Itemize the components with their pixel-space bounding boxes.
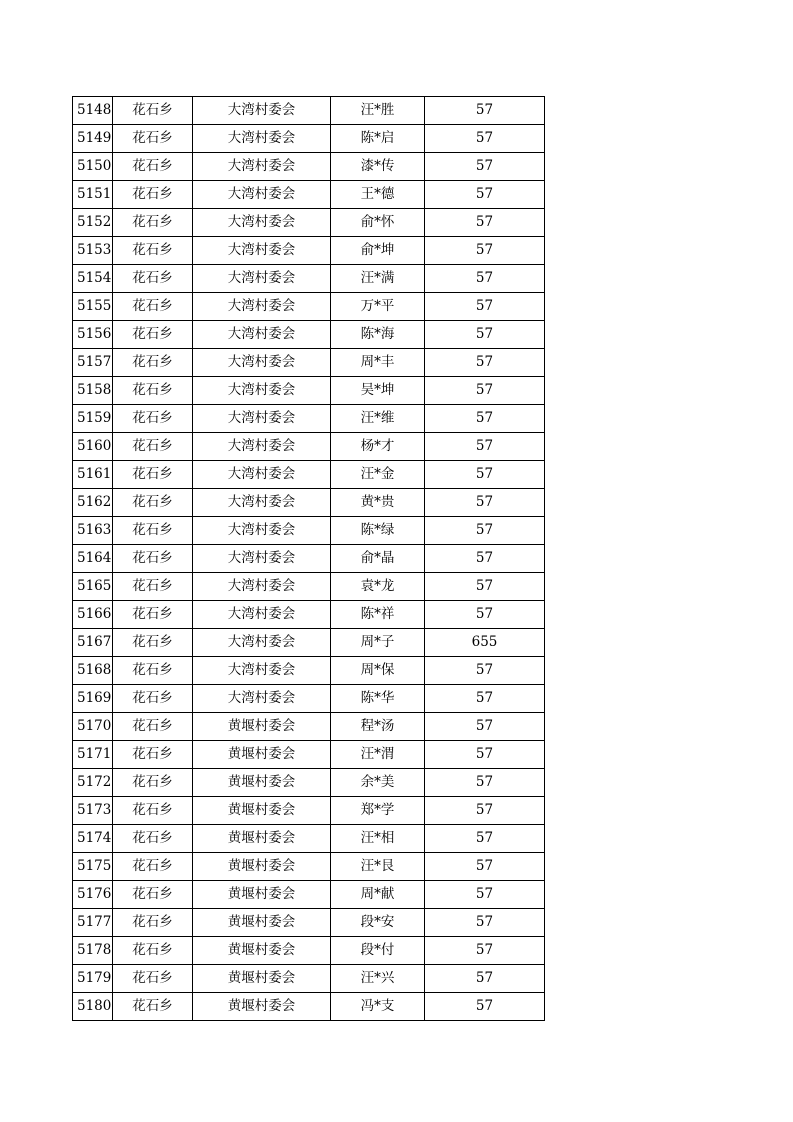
row-number: 5171	[73, 741, 113, 769]
row-number: 5160	[73, 433, 113, 461]
table-row	[73, 629, 545, 657]
person-name-cell: 吴*坤	[331, 377, 425, 405]
table-row	[73, 405, 545, 433]
amount-cell: 57	[425, 713, 545, 741]
table-row	[73, 545, 545, 573]
row-number: 5175	[73, 853, 113, 881]
village-committee-cell: 大湾村委会	[193, 601, 331, 629]
person-name-cell: 郑*学	[331, 797, 425, 825]
village-committee-cell: 大湾村委会	[193, 209, 331, 237]
village-committee-cell: 黄堰村委会	[193, 769, 331, 797]
township-cell: 花石乡	[113, 209, 193, 237]
township-cell: 花石乡	[113, 293, 193, 321]
amount-cell: 57	[425, 489, 545, 517]
person-name-cell: 陈*绿	[331, 517, 425, 545]
amount-cell: 57	[425, 125, 545, 153]
row-number: 5162	[73, 489, 113, 517]
person-name-cell: 王*德	[331, 181, 425, 209]
row-number: 5173	[73, 797, 113, 825]
township-cell: 花石乡	[113, 713, 193, 741]
person-name-cell: 俞*晶	[331, 545, 425, 573]
row-number: 5149	[73, 125, 113, 153]
village-committee-cell: 大湾村委会	[193, 293, 331, 321]
row-number: 5168	[73, 657, 113, 685]
person-name-cell: 周*保	[331, 657, 425, 685]
amount-cell: 57	[425, 321, 545, 349]
table-row	[73, 797, 545, 825]
amount-cell: 57	[425, 937, 545, 965]
amount-cell: 57	[425, 657, 545, 685]
village-committee-cell: 大湾村委会	[193, 125, 331, 153]
table-row	[73, 153, 545, 181]
person-name-cell: 陈*祥	[331, 601, 425, 629]
table-row	[73, 965, 545, 993]
person-name-cell: 黄*贵	[331, 489, 425, 517]
person-name-cell: 陈*华	[331, 685, 425, 713]
person-name-cell: 汪*胜	[331, 97, 425, 125]
village-committee-cell: 大湾村委会	[193, 349, 331, 377]
table-row	[73, 377, 545, 405]
person-name-cell: 万*平	[331, 293, 425, 321]
village-committee-cell: 大湾村委会	[193, 237, 331, 265]
village-committee-cell: 大湾村委会	[193, 405, 331, 433]
row-number: 5154	[73, 265, 113, 293]
row-number: 5178	[73, 937, 113, 965]
person-name-cell: 余*美	[331, 769, 425, 797]
township-cell: 花石乡	[113, 657, 193, 685]
amount-cell: 57	[425, 797, 545, 825]
person-name-cell: 段*付	[331, 937, 425, 965]
person-name-cell: 冯*支	[331, 993, 425, 1021]
village-committee-cell: 大湾村委会	[193, 629, 331, 657]
table-row	[73, 349, 545, 377]
village-committee-cell: 大湾村委会	[193, 97, 331, 125]
township-cell: 花石乡	[113, 265, 193, 293]
table-row	[73, 573, 545, 601]
township-cell: 花石乡	[113, 601, 193, 629]
amount-cell: 57	[425, 993, 545, 1021]
village-committee-cell: 大湾村委会	[193, 181, 331, 209]
village-committee-cell: 大湾村委会	[193, 321, 331, 349]
township-cell: 花石乡	[113, 629, 193, 657]
amount-cell: 57	[425, 601, 545, 629]
row-number: 5172	[73, 769, 113, 797]
table-row	[73, 321, 545, 349]
village-committee-cell: 黄堰村委会	[193, 741, 331, 769]
data-table	[72, 96, 545, 1021]
village-committee-cell: 黄堰村委会	[193, 993, 331, 1021]
amount-cell: 57	[425, 181, 545, 209]
township-cell: 花石乡	[113, 965, 193, 993]
township-cell: 花石乡	[113, 405, 193, 433]
township-cell: 花石乡	[113, 349, 193, 377]
village-committee-cell: 黄堰村委会	[193, 825, 331, 853]
row-number: 5164	[73, 545, 113, 573]
person-name-cell: 汪*金	[331, 461, 425, 489]
table-row	[73, 265, 545, 293]
amount-cell: 57	[425, 741, 545, 769]
amount-cell: 57	[425, 573, 545, 601]
village-committee-cell: 大湾村委会	[193, 573, 331, 601]
row-number: 5152	[73, 209, 113, 237]
person-name-cell: 陈*海	[331, 321, 425, 349]
amount-cell: 57	[425, 853, 545, 881]
row-number: 5163	[73, 517, 113, 545]
table-row	[73, 909, 545, 937]
person-name-cell: 汪*相	[331, 825, 425, 853]
village-committee-cell: 黄堰村委会	[193, 937, 331, 965]
row-number: 5153	[73, 237, 113, 265]
person-name-cell: 俞*怀	[331, 209, 425, 237]
village-committee-cell: 大湾村委会	[193, 545, 331, 573]
row-number: 5169	[73, 685, 113, 713]
row-number: 5166	[73, 601, 113, 629]
township-cell: 花石乡	[113, 825, 193, 853]
person-name-cell: 汪*满	[331, 265, 425, 293]
township-cell: 花石乡	[113, 237, 193, 265]
table-row	[73, 97, 545, 125]
row-number: 5150	[73, 153, 113, 181]
amount-cell: 57	[425, 377, 545, 405]
village-committee-cell: 黄堰村委会	[193, 909, 331, 937]
row-number: 5157	[73, 349, 113, 377]
person-name-cell: 汪*兴	[331, 965, 425, 993]
township-cell: 花石乡	[113, 853, 193, 881]
row-number: 5158	[73, 377, 113, 405]
amount-cell: 57	[425, 153, 545, 181]
table-body	[73, 97, 545, 1021]
township-cell: 花石乡	[113, 489, 193, 517]
township-cell: 花石乡	[113, 573, 193, 601]
row-number: 5176	[73, 881, 113, 909]
table-row	[73, 125, 545, 153]
township-cell: 花石乡	[113, 321, 193, 349]
amount-cell: 57	[425, 881, 545, 909]
table-row	[73, 293, 545, 321]
amount-cell: 57	[425, 433, 545, 461]
township-cell: 花石乡	[113, 769, 193, 797]
village-committee-cell: 大湾村委会	[193, 489, 331, 517]
township-cell: 花石乡	[113, 377, 193, 405]
amount-cell: 57	[425, 97, 545, 125]
township-cell: 花石乡	[113, 741, 193, 769]
township-cell: 花石乡	[113, 993, 193, 1021]
township-cell: 花石乡	[113, 433, 193, 461]
row-number: 5177	[73, 909, 113, 937]
amount-cell: 655	[425, 629, 545, 657]
amount-cell: 57	[425, 209, 545, 237]
table-row	[73, 237, 545, 265]
table-row	[73, 741, 545, 769]
amount-cell: 57	[425, 545, 545, 573]
row-number: 5161	[73, 461, 113, 489]
amount-cell: 57	[425, 293, 545, 321]
person-name-cell: 汪*渭	[331, 741, 425, 769]
table-row	[73, 853, 545, 881]
table-row	[73, 601, 545, 629]
amount-cell: 57	[425, 909, 545, 937]
township-cell: 花石乡	[113, 181, 193, 209]
table-row	[73, 461, 545, 489]
person-name-cell: 周*丰	[331, 349, 425, 377]
table-row	[73, 769, 545, 797]
amount-cell: 57	[425, 517, 545, 545]
village-committee-cell: 大湾村委会	[193, 377, 331, 405]
village-committee-cell: 黄堰村委会	[193, 797, 331, 825]
amount-cell: 57	[425, 685, 545, 713]
table-row	[73, 825, 545, 853]
amount-cell: 57	[425, 349, 545, 377]
person-name-cell: 汪*艮	[331, 853, 425, 881]
village-committee-cell: 黄堰村委会	[193, 965, 331, 993]
village-committee-cell: 大湾村委会	[193, 461, 331, 489]
table-row	[73, 181, 545, 209]
village-committee-cell: 大湾村委会	[193, 433, 331, 461]
person-name-cell: 俞*坤	[331, 237, 425, 265]
table-row	[73, 937, 545, 965]
row-number: 5148	[73, 97, 113, 125]
village-committee-cell: 大湾村委会	[193, 517, 331, 545]
amount-cell: 57	[425, 461, 545, 489]
table-row	[73, 685, 545, 713]
township-cell: 花石乡	[113, 685, 193, 713]
table-row	[73, 657, 545, 685]
township-cell: 花石乡	[113, 461, 193, 489]
row-number: 5156	[73, 321, 113, 349]
amount-cell: 57	[425, 769, 545, 797]
township-cell: 花石乡	[113, 153, 193, 181]
row-number: 5159	[73, 405, 113, 433]
row-number: 5155	[73, 293, 113, 321]
amount-cell: 57	[425, 825, 545, 853]
village-committee-cell: 大湾村委会	[193, 153, 331, 181]
person-name-cell: 程*汤	[331, 713, 425, 741]
township-cell: 花石乡	[113, 517, 193, 545]
row-number: 5167	[73, 629, 113, 657]
village-committee-cell: 黄堰村委会	[193, 881, 331, 909]
row-number: 5151	[73, 181, 113, 209]
amount-cell: 57	[425, 965, 545, 993]
amount-cell: 57	[425, 405, 545, 433]
person-name-cell: 袁*龙	[331, 573, 425, 601]
person-name-cell: 陈*启	[331, 125, 425, 153]
village-committee-cell: 大湾村委会	[193, 265, 331, 293]
table-row	[73, 433, 545, 461]
table-row	[73, 517, 545, 545]
township-cell: 花石乡	[113, 97, 193, 125]
township-cell: 花石乡	[113, 937, 193, 965]
village-committee-cell: 黄堰村委会	[193, 853, 331, 881]
township-cell: 花石乡	[113, 881, 193, 909]
village-committee-cell: 黄堰村委会	[193, 713, 331, 741]
table-row	[73, 993, 545, 1021]
row-number: 5179	[73, 965, 113, 993]
person-name-cell: 周*献	[331, 881, 425, 909]
table-row	[73, 881, 545, 909]
amount-cell: 57	[425, 237, 545, 265]
village-committee-cell: 大湾村委会	[193, 657, 331, 685]
person-name-cell: 段*安	[331, 909, 425, 937]
table-row	[73, 209, 545, 237]
person-name-cell: 汪*维	[331, 405, 425, 433]
row-number: 5170	[73, 713, 113, 741]
township-cell: 花石乡	[113, 797, 193, 825]
township-cell: 花石乡	[113, 909, 193, 937]
table-row	[73, 713, 545, 741]
table-row	[73, 489, 545, 517]
township-cell: 花石乡	[113, 545, 193, 573]
person-name-cell: 杨*才	[331, 433, 425, 461]
amount-cell: 57	[425, 265, 545, 293]
row-number: 5174	[73, 825, 113, 853]
row-number: 5165	[73, 573, 113, 601]
person-name-cell: 漆*传	[331, 153, 425, 181]
village-committee-cell: 大湾村委会	[193, 685, 331, 713]
row-number: 5180	[73, 993, 113, 1021]
township-cell: 花石乡	[113, 125, 193, 153]
person-name-cell: 周*子	[331, 629, 425, 657]
